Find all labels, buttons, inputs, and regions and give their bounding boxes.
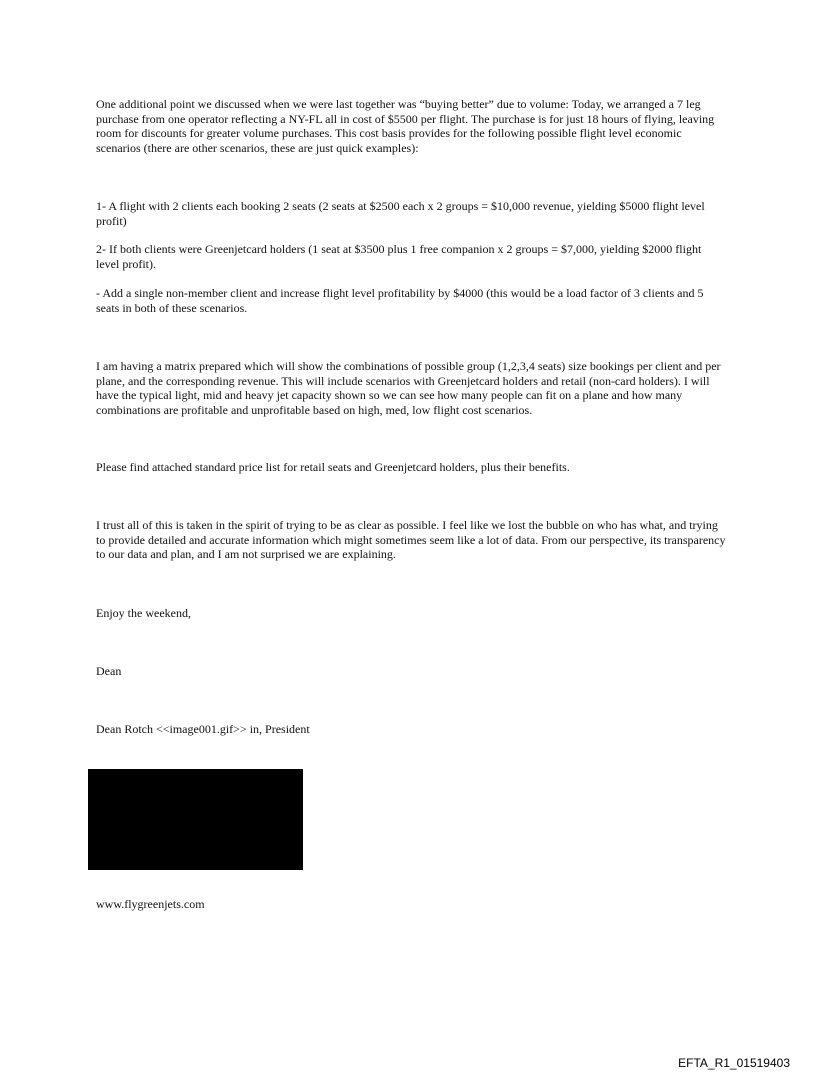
paragraph-matrix: I am having a matrix prepared which will show the combinations of possible group (1,2,3,4 seats) size bookings per client and per plane, and the corresponding revenue. This will include scenarios with Greenjetcard holders and retail (non-card holders). I will have the typical light, mid and heavy jet capacity shown so we can see how many people can fit on a plane and how many combinations are profitable and unprofitable based on high, med, low flight cost scenarios. [96, 359, 721, 417]
paragraph-scenario-1: 1- A flight with 2 clients each booking 2 seats (2 seats at $2500 each x 2 groups = $10,000 revenue, yielding $5000 flight level profit) [96, 199, 705, 228]
signature-name: Dean [96, 664, 122, 678]
website-link[interactable]: www.flygreenjets.com [96, 897, 205, 911]
paragraph-non-member: - Add a single non-member client and increase flight level profitability by $4000 (this would be a load factor of 3 clients and 5 seats in both of these scenarios. [96, 286, 704, 315]
paragraph-price-list: Please find attached standard price list for retail seats and Greenjetcard holders, plus their benefits. [96, 460, 570, 474]
paragraph-scenario-2: 2- If both clients were Greenjetcard holders (1 seat at $3500 plus 1 free companion x 2 groups = $7,000, yielding $2000 flight level profit). [96, 242, 702, 271]
redaction-block [88, 769, 303, 870]
paragraph-buying-better: One additional point we discussed when we were last together was “buying better” due to volume: Today, we arranged a 7 leg purchase from one operator reflecting a NY-FL all in cost of $5500 per flight. The purchase is for just 18 hours of flying, leaving room for discounts for greater volume purchases. This cost basis provides for the following possible flight level economic scenarios (there are other scenarios, these are just quick examples): [96, 97, 715, 155]
closing-line: Enjoy the weekend, [96, 606, 191, 620]
signature-title: Dean Rotch <<image001.gif>> in, President [96, 722, 310, 736]
paragraph-transparency: I trust all of this is taken in the spirit of trying to be as clear as possible. I feel like we lost the bubble on who has what, and trying to provide detailed and accurate information which might sometimes seem like a lot of data. From our perspective, its transparency to our data and plan, and I am not surprised we are explaining. [96, 518, 726, 561]
document-id-footer: EFTA_R1_01519403 [678, 1056, 790, 1070]
